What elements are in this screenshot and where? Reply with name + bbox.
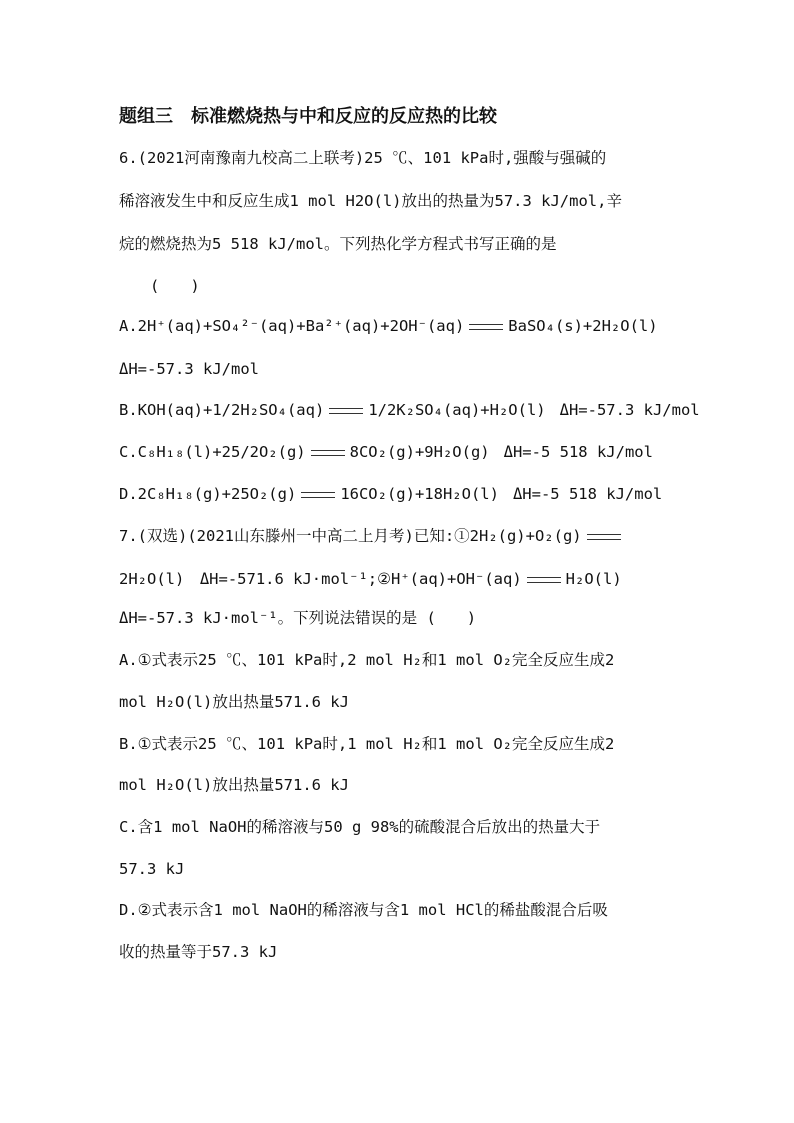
q6-option-a-dh: ΔH=-57.3 kJ/mol bbox=[119, 360, 259, 378]
q7-stem-line2 bbox=[119, 567, 622, 591]
q6-option-a-right: BaSO₄(s)+2H₂O(l) bbox=[508, 317, 658, 335]
equals-sign-icon bbox=[329, 408, 363, 414]
q7-stem-line1 bbox=[119, 524, 626, 548]
q6-option-d-right: 16CO₂(g)+18H₂O(l) bbox=[340, 485, 499, 503]
equals-sign-icon bbox=[469, 324, 503, 330]
q7-option-c-line1: C.含1 mol NaOH的稀溶液与50 g 98%的硫酸混合后放出的热量大于 bbox=[119, 818, 601, 836]
q6-option-c-right: 8CO₂(g)+9H₂O(g) bbox=[349, 443, 490, 461]
q7-stem-line2-right: H₂O(l) bbox=[565, 570, 622, 588]
section-title: 题组三 标准燃烧热与中和反应的反应热的比较 bbox=[119, 106, 497, 127]
q7-stem-line2-text: 2H₂O(l) ΔH=-571.6 kJ·mol⁻¹;②H⁺(aq)+OH⁻(aq) bbox=[119, 570, 522, 588]
q6-stem-line1: 6.(2021河南豫南九校高二上联考)25 ℃、101 kPa时,强酸与强碱的 bbox=[119, 149, 607, 167]
q7-option-d-line2: 收的热量等于57.3 kJ bbox=[119, 943, 278, 961]
q6-option-d bbox=[119, 482, 662, 506]
q6-option-b-left: B.KOH(aq)+1/2H₂SO₄(aq) bbox=[119, 401, 325, 419]
q7-option-a-line1: A.①式表示25 ℃、101 kPa时,2 mol H₂和1 mol O₂完全反应生成2 bbox=[119, 651, 615, 669]
equals-sign-icon bbox=[587, 534, 621, 540]
equals-sign-icon bbox=[527, 577, 561, 583]
q7-stem-line1-text: 7.(双选)(2021山东滕州一中高二上月考)已知:①2H₂(g)+O₂(g) bbox=[119, 527, 582, 545]
q6-option-c-dh: ΔH=-5 518 kJ/mol bbox=[503, 443, 653, 461]
q6-option-a-left: A.2H⁺(aq)+SO₄²⁻(aq)+Ba²⁺(aq)+2OH⁻(aq) bbox=[119, 317, 465, 335]
q6-stem-line3: 烷的燃烧热为5 518 kJ/mol。下列热化学方程式书写正确的是 bbox=[119, 235, 557, 253]
q6-stem-line2: 稀溶液发生中和反应生成1 mol H2O(l)放出的热量为57.3 kJ/mol,辛 bbox=[119, 192, 622, 210]
q6-option-c bbox=[119, 440, 653, 464]
q6-answer-bracket: ( ) bbox=[150, 277, 200, 295]
q7-option-d-line1: D.②式表示含1 mol NaOH的稀溶液与含1 mol HCl的稀盐酸混合后吸 bbox=[119, 901, 608, 919]
q7-option-b-line1: B.①式表示25 ℃、101 kPa时,1 mol H₂和1 mol O₂完全反应生成2 bbox=[119, 735, 615, 753]
equals-sign-icon bbox=[301, 492, 335, 498]
q7-option-c-line2: 57.3 kJ bbox=[119, 860, 185, 878]
q6-option-d-dh: ΔH=-5 518 kJ/mol bbox=[512, 485, 663, 503]
q7-option-a-line2: mol H₂O(l)放出热量571.6 kJ bbox=[119, 693, 349, 711]
q7-option-b-line2: mol H₂O(l)放出热量571.6 kJ bbox=[119, 776, 349, 794]
q6-option-b-dh: ΔH=-57.3 kJ/mol bbox=[559, 401, 700, 419]
q6-option-c-left: C.C₈H₁₈(l)+25/2O₂(g) bbox=[119, 443, 306, 461]
q6-option-a bbox=[119, 314, 658, 338]
q6-option-b bbox=[119, 398, 700, 422]
q6-option-d-left: D.2C₈H₁₈(g)+25O₂(g) bbox=[119, 485, 297, 503]
q6-option-b-right: 1/2K₂SO₄(aq)+H₂O(l) bbox=[368, 401, 546, 419]
q7-stem-line3: ΔH=-57.3 kJ·mol⁻¹。下列说法错误的是 ( ) bbox=[119, 609, 477, 627]
equals-sign-icon bbox=[311, 450, 345, 456]
